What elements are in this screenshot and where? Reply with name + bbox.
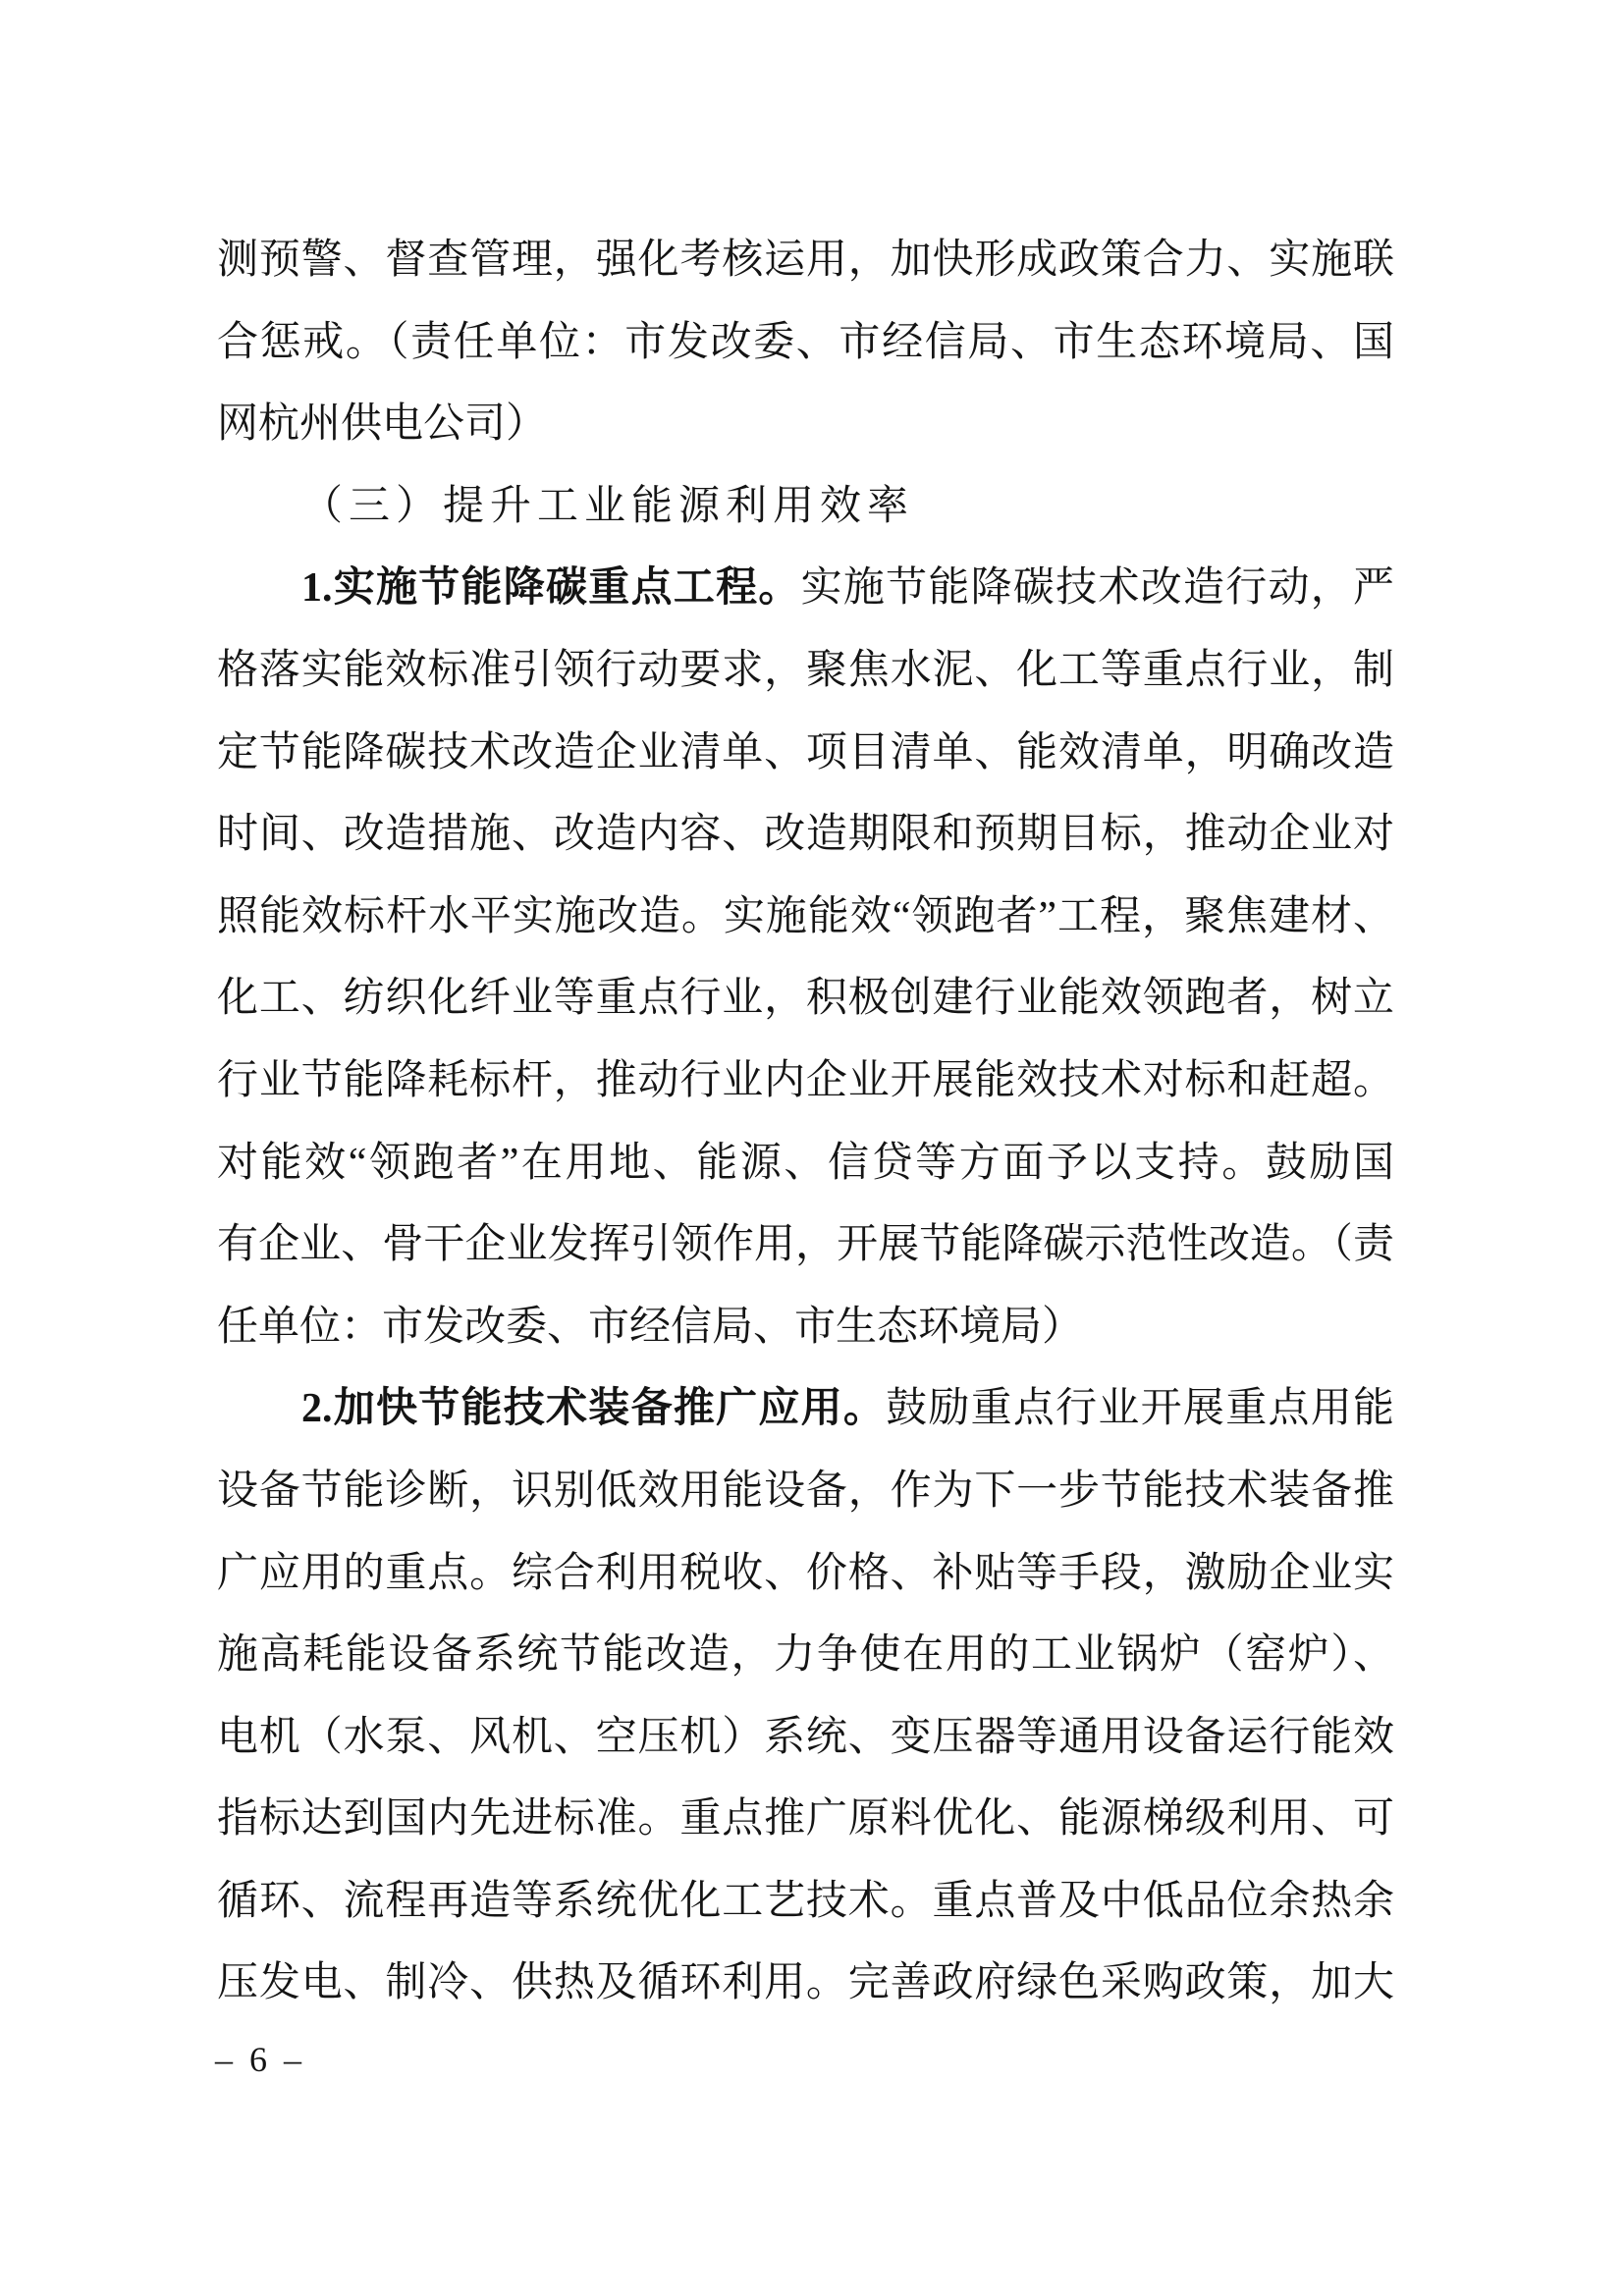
numbered-item-title: 1.实施节能降碳重点工程。: [301, 565, 801, 612]
body-line: 定节能降碳技术改造企业清单、项目清单、能效清单，明确改造: [217, 729, 1394, 775]
body-line: 化工、纺织化纤业等重点行业，积极创建行业能效领跑者，树立: [217, 976, 1394, 1022]
body-line: 照能效标杆水平实施改造。实施能效“领跑者”工程，聚焦建材、: [217, 893, 1394, 939]
body-line: 设备节能诊断，识别低效用能设备，作为下一步节能技术装备推: [217, 1468, 1394, 1514]
numbered-item-title: 2.加快节能技术装备推广应用。: [301, 1386, 887, 1432]
body-line-text: 鼓励重点行业开展重点用能: [886, 1386, 1394, 1432]
body-line: 对能效“领跑者”在用地、能源、信贷等方面予以支持。鼓励国: [217, 1140, 1394, 1186]
body-line: 电机（水泵、风机、空压机）系统、变压器等通用设备运行能效: [217, 1714, 1394, 1760]
body-line: 合惩戒。（责任单位：市发改委、市经信局、市生态环境局、国: [217, 319, 1394, 365]
section-heading: （三）提升工业能源利用效率: [301, 483, 915, 529]
body-line: 广应用的重点。综合利用税收、价格、补贴等手段，激励企业实: [217, 1550, 1394, 1596]
body-line: 有企业、骨干企业发挥引领作用，开展节能降碳示范性改造。（责: [217, 1222, 1394, 1268]
body-line: 任单位：市发改委、市经信局、市生态环境局）: [217, 1304, 1084, 1350]
body-line-text: 实施节能降碳技术改造行动，严: [800, 565, 1394, 612]
document-body: [217, 220, 1394, 2025]
body-line: 循环、流程再造等系统优化工艺技术。重点普及中低品位余热余: [217, 1878, 1394, 1924]
body-line: 格落实能效标准引领行动要求，聚焦水泥、化工等重点行业，制: [217, 647, 1394, 693]
body-line: 施高耗能设备系统节能改造，力争使在用的工业锅炉（窑炉）、: [217, 1632, 1394, 1679]
body-line: 指标达到国内先进标准。重点推广原料优化、能源梯级利用、可: [217, 1796, 1394, 1842]
body-line: [217, 548, 1394, 630]
body-line: 时间、改造措施、改造内容、改造期限和预期目标，推动企业对: [217, 812, 1394, 858]
body-line: 压发电、制冷、供热及循环利用。完善政府绿色采购政策，加大: [217, 1960, 1394, 2006]
body-line: 网杭州供电公司）: [217, 401, 548, 448]
body-line: [217, 1368, 1394, 1451]
body-line: 行业节能降耗标杆，推动行业内企业开展能效技术对标和赶超。: [217, 1057, 1394, 1103]
body-line: 测预警、督查管理，强化考核运用，加快形成政策合力、实施联: [217, 238, 1394, 283]
page-number: – 6 –: [215, 2040, 305, 2079]
